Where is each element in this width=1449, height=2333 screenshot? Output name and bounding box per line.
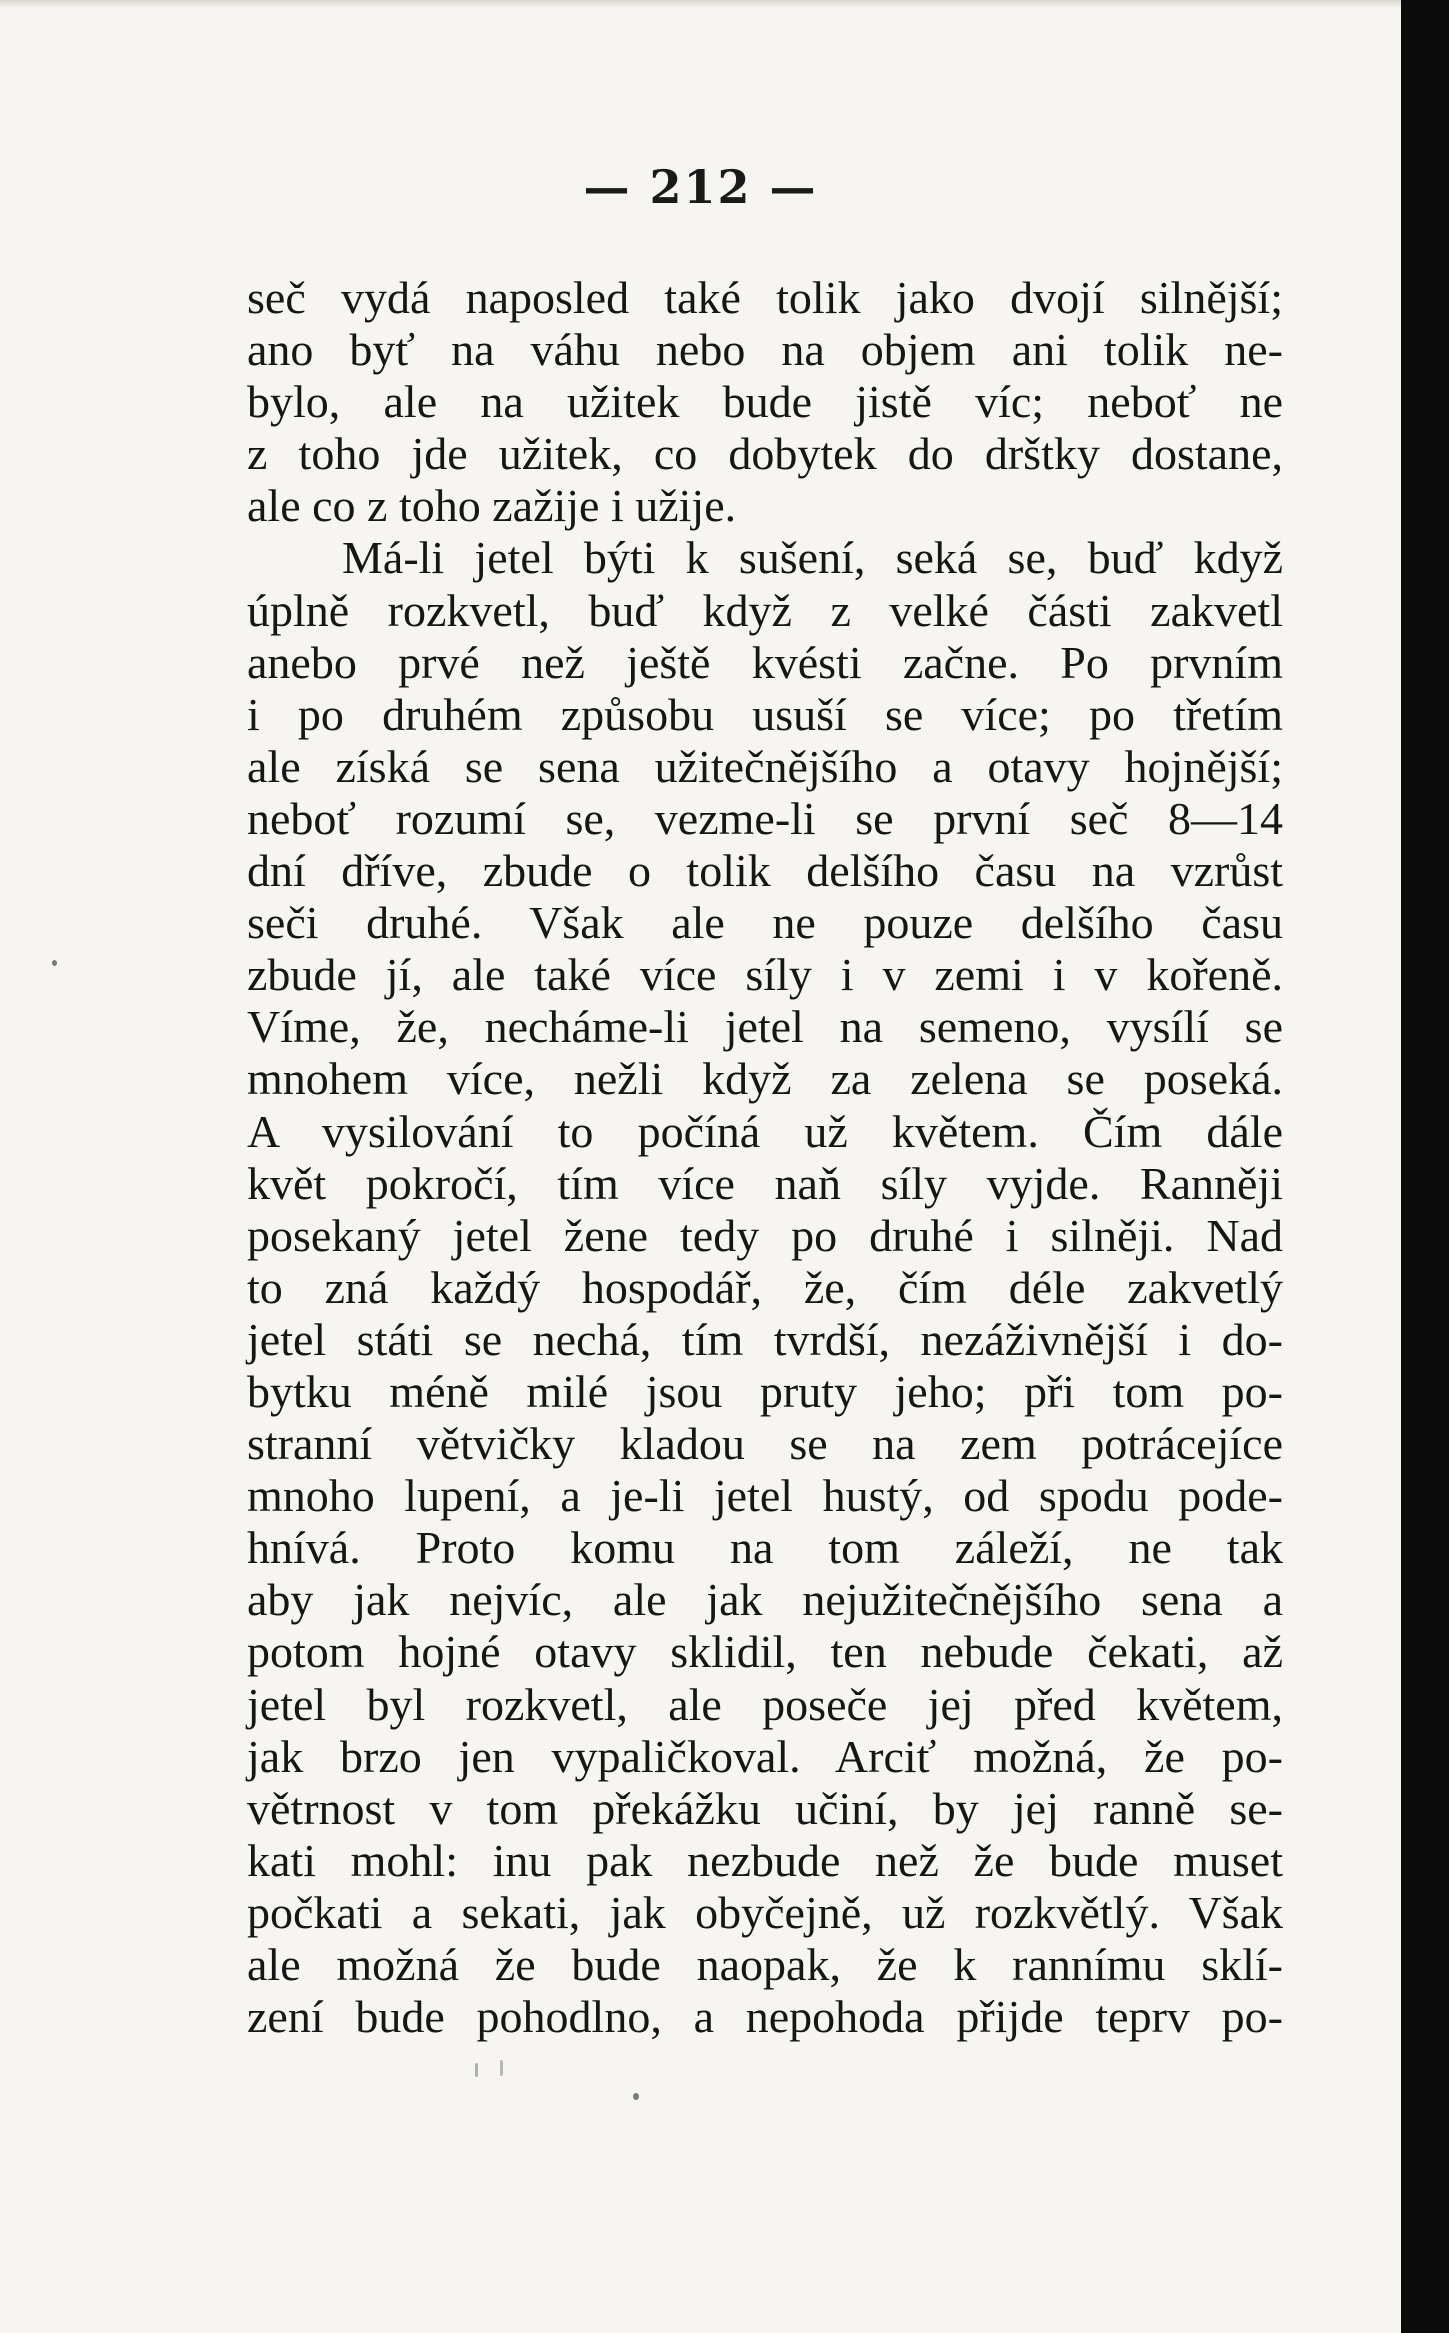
- text-line: bylo, ale na užitek bude jistě víc; neboť ne: [247, 376, 1283, 428]
- text-line: potom hojné otavy sklidil, ten nebude čekati, až: [247, 1626, 1283, 1678]
- text-line: A vysilování to počíná už květem. Čím dále: [247, 1105, 1283, 1157]
- text-line: zení bude pohodlno, a nepohoda přijde teprv po-: [247, 1991, 1283, 2043]
- text-line: to zná každý hospodář, že, čím déle zakvetlý: [247, 1261, 1283, 1313]
- text-line: posekaný jetel žene tedy po druhé i silněji. Nad: [247, 1209, 1283, 1261]
- ink-speck: [52, 960, 57, 966]
- text-line: zbude jí, ale také více síly i v zemi i v kořeně.: [247, 949, 1283, 1001]
- text-line: seči druhé. Však ale ne pouze delšího času: [247, 897, 1283, 949]
- text-line: mnohem více, nežli když za zelena se poseká.: [247, 1053, 1283, 1105]
- text-line: seč vydá naposled také tolik jako dvojí silnější;: [247, 272, 1283, 323]
- text-line: ale co z toho zažije i užije.: [247, 480, 737, 532]
- text-line: ale získá se sena užitečnějšího a otavy hojnější;: [247, 740, 1283, 792]
- text-line: anebo prvé než ještě kvésti začne. Po prvním: [247, 636, 1283, 688]
- page-top-shadow: [0, 0, 1401, 8]
- text-line: hnívá. Proto komu na tom záleží, ne tak: [247, 1522, 1283, 1574]
- text-line: jetel byl rozkvetl, ale poseče jej před květem,: [247, 1678, 1283, 1730]
- text-line: bytku méně milé jsou pruty jeho; při tom po-: [247, 1365, 1283, 1417]
- text-line: dní dříve, zbude o tolik delšího času na vzrůst: [247, 845, 1283, 897]
- text-line: větrnost v tom překážku učiní, by jej ranně se-: [247, 1782, 1283, 1834]
- scan-edge-border: [1401, 0, 1449, 2333]
- text-line: neboť rozumí se, vezme-li se první seč 8—14: [247, 792, 1283, 844]
- text-line: kati mohl: inu pak nezbude než že bude muset: [247, 1834, 1283, 1886]
- ink-speck: [633, 2093, 639, 2100]
- text-line: počkati a sekati, jak obyčejně, už rozkvětlý. Však: [247, 1886, 1283, 1938]
- page-number: — 212 —: [583, 160, 818, 214]
- ink-speck: [500, 2060, 503, 2076]
- text-line: i po druhém způsobu usuší se více; po třetím: [247, 688, 1283, 740]
- text-line: ano byť na váhu nebo na objem ani tolik ne-: [247, 324, 1283, 376]
- text-line: jak brzo jen vypaličkoval. Arciť možná, že po-: [247, 1730, 1283, 1782]
- text-line: jetel státi se nechá, tím tvrdší, nezáživnější i do-: [247, 1313, 1283, 1365]
- text-line: stranní větvičky kladou se na zem potrácejíce: [247, 1418, 1283, 1470]
- body-text: [247, 272, 1283, 2043]
- text-line: květ pokročí, tím více naň síly vyjde. Ranněji: [247, 1157, 1283, 1209]
- text-line: ale možná že bude naopak, že k rannímu sklí-: [247, 1939, 1283, 1990]
- text-line: úplně rozkvetl, buď když z velké části zakvetl: [247, 584, 1283, 636]
- text-line: mnoho lupení, a je-li jetel hustý, od spodu pode-: [247, 1470, 1283, 1522]
- text-line: aby jak nejvíc, ale jak nejužitečnějšího sena a: [247, 1574, 1283, 1626]
- text-line: z toho jde užitek, co dobytek do drštky dostane,: [247, 428, 1283, 480]
- text-line: Má-li jetel býti k sušení, seká se, buď když: [342, 532, 1283, 584]
- ink-speck: [475, 2063, 478, 2077]
- text-line: Víme, že, necháme-li jetel na semeno, vysílí se: [247, 1001, 1283, 1053]
